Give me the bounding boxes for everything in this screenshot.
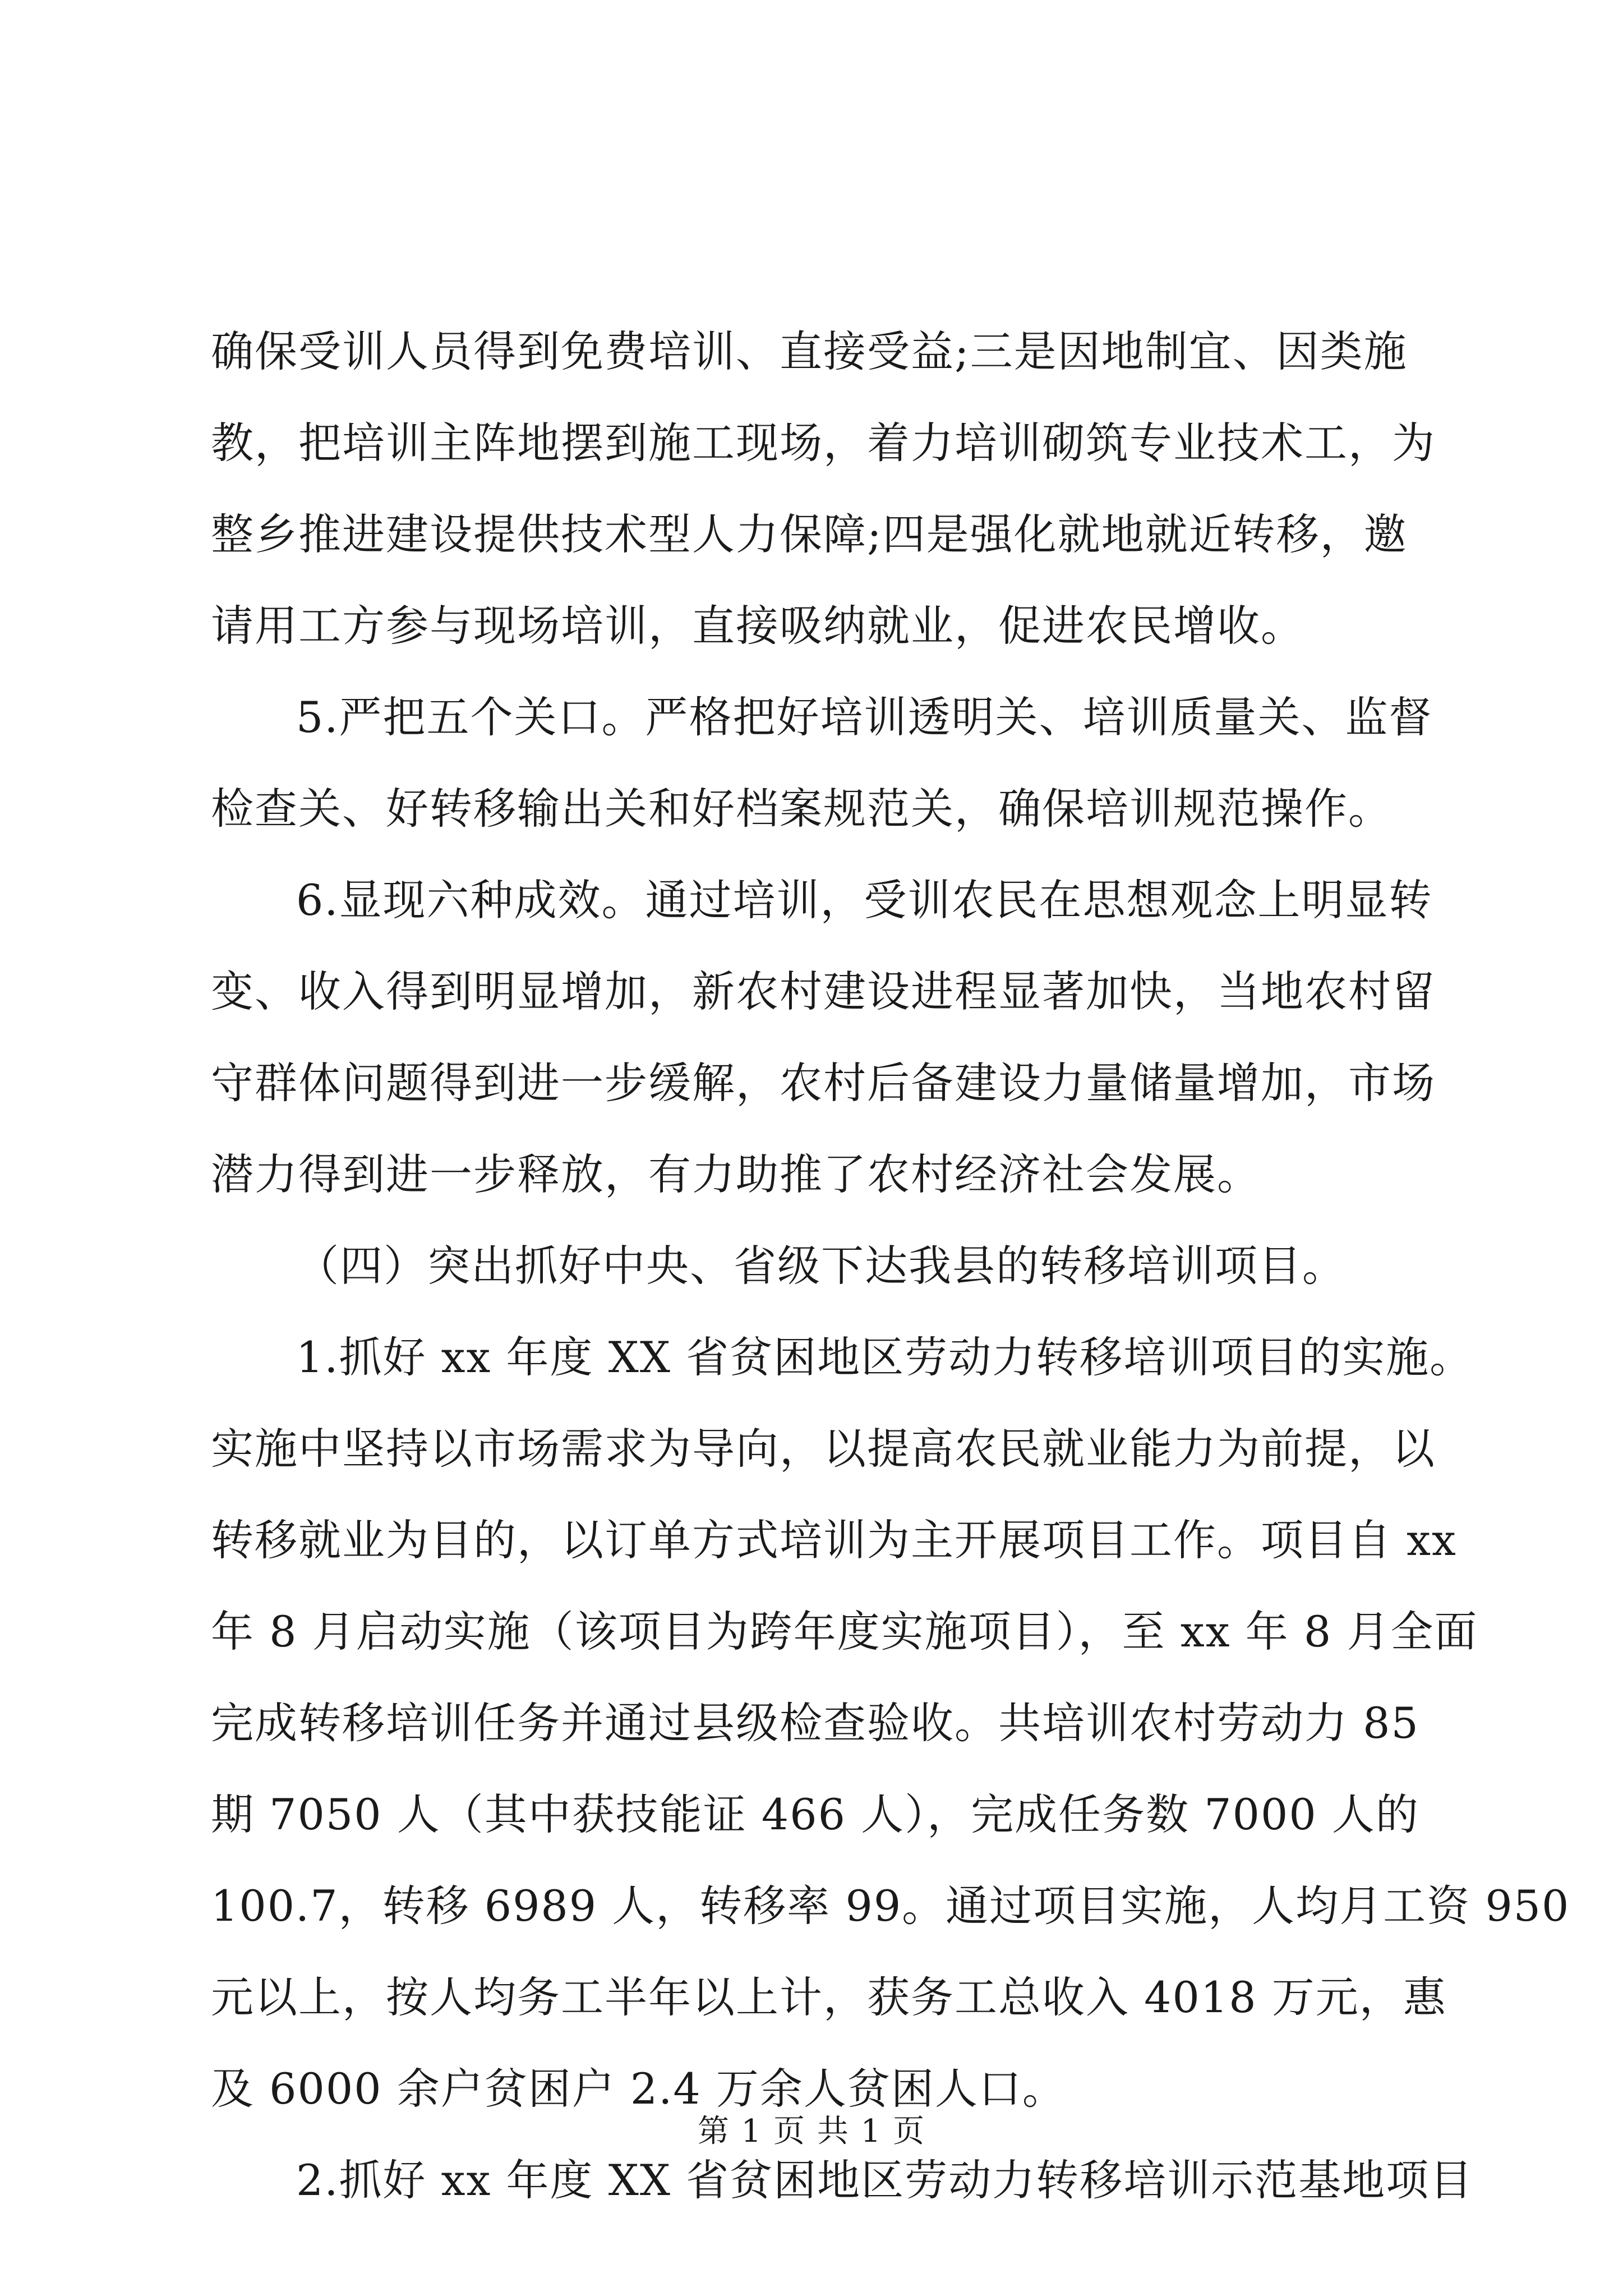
section-heading: （四）突出抓好中央、省级下达我县的转移培训项目。 <box>296 1241 1346 1291</box>
page-number-footer: 第 1 页 共 1 页 <box>697 2113 926 2150</box>
text-line: 100.7，转移 6989 人，转移率 99。通过项目实施，人均月工资 950 <box>211 1881 1570 1931</box>
paragraph-start-line: 2.抓好 xx 年度 XX 省贫困地区劳动力转移培训示范基地项目 <box>296 2155 1474 2205</box>
paragraph-start-line: 1.抓好 xx 年度 XX 省贫困地区劳动力转移培训项目的实施。 <box>296 1332 1474 1382</box>
text-line: 实施中坚持以市场需求为导向，以提高农民就业能力为前提，以 <box>211 1424 1436 1474</box>
text-line: 元以上，按人均务工半年以上计，获务工总收入 4018 万元，惠 <box>211 1972 1447 2022</box>
text-line: 转移就业为目的，以订单方式培训为主开展项目工作。项目自 xx <box>211 1515 1457 1565</box>
text-line: 守群体问题得到进一步缓解，农村后备建设力量储量增加，市场 <box>211 1058 1436 1108</box>
text-line: 变、收入得到明显增加，新农村建设进程显著加快，当地农村留 <box>211 967 1436 1016</box>
text-line: 及 6000 余户贫困户 2.4 万余人贫困人口。 <box>211 2064 1066 2114</box>
paragraph-start-line: 6.显现六种成效。通过培训，受训农民在思想观念上明显转 <box>296 875 1433 925</box>
text-line: 请用工方参与现场培训，直接吸纳就业，促进农民增收。 <box>211 601 1304 651</box>
text-line: 教，把培训主阵地摆到施工现场，着力培训砌筑专业技术工，为 <box>211 418 1436 468</box>
text-line: 确保受训人员得到免费培训、直接受益;三是因地制宜、因类施 <box>211 326 1408 376</box>
text-line: 完成转移培训任务并通过县级检查验收。共培训农村劳动力 85 <box>211 1698 1419 1748</box>
paragraph-start-line: 5.严把五个关口。严格把好培训透明关、培训质量关、监督 <box>296 692 1433 742</box>
document-body <box>211 306 1570 2226</box>
text-line: 检查关、好转移输出关和好档案规范关，确保培训规范操作。 <box>211 784 1392 834</box>
text-line: 潜力得到进一步释放，有力助推了农村经济社会发展。 <box>211 1149 1261 1199</box>
text-line: 期 7050 人（其中获技能证 466 人），完成任务数 7000 人的 <box>211 1789 1419 1839</box>
text-line: 整乡推进建设提供技术型人力保障;四是强化就地就近转移，邀 <box>211 509 1408 559</box>
text-line: 年 8 月启动实施（该项目为跨年度实施项目），至 xx 年 8 月全面 <box>211 1607 1478 1657</box>
